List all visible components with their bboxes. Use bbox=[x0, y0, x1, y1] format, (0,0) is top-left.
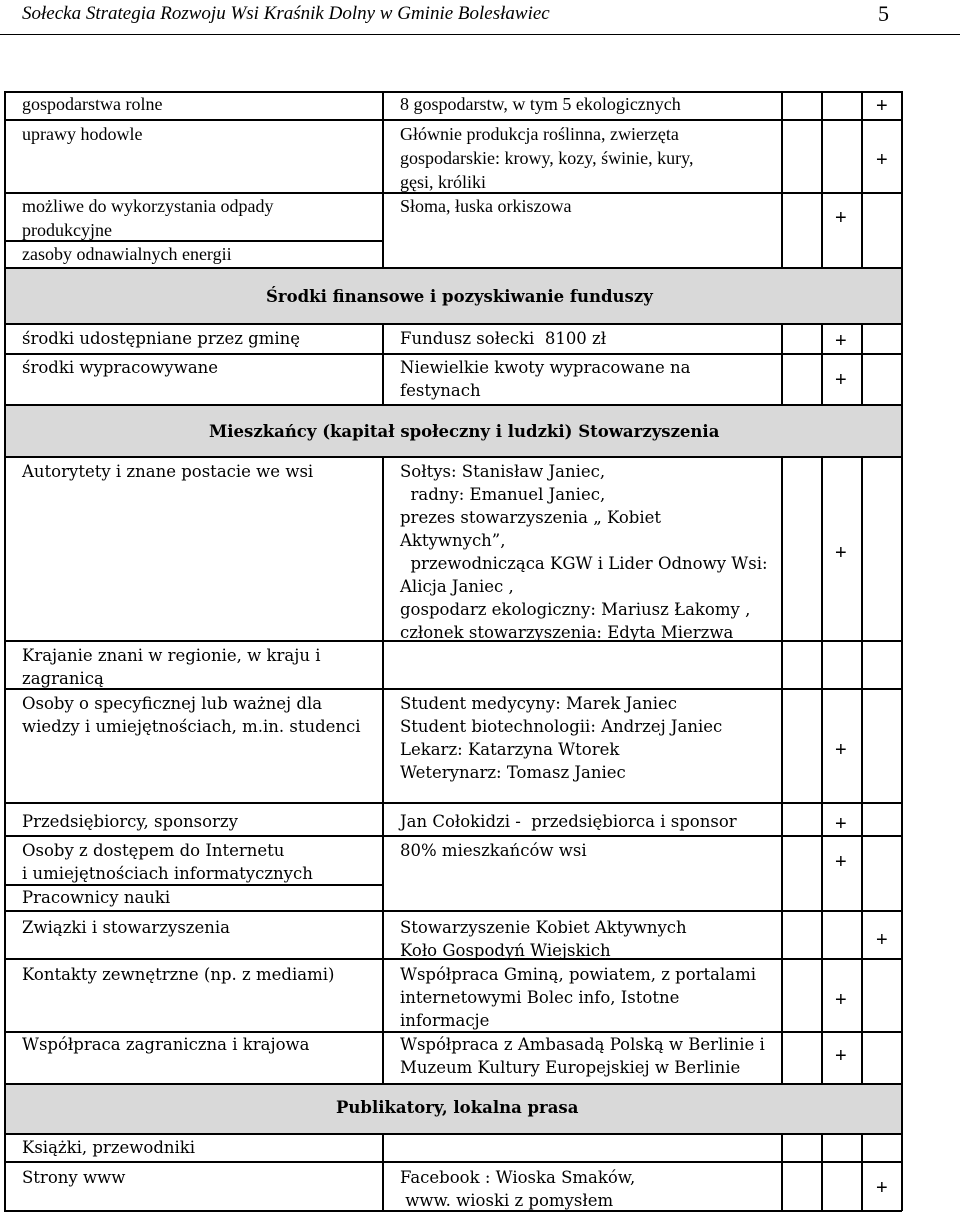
row-value: członek stowarzyszenia: Edyta Mierzwa bbox=[400, 623, 734, 642]
plus-mark: + bbox=[835, 813, 847, 835]
plus-mark: + bbox=[876, 149, 888, 171]
row-value: gospodarskie: krowy, kozy, świnie, kury, bbox=[400, 148, 694, 168]
row-label: Strony www bbox=[22, 1168, 126, 1187]
row-label: zasoby odnawialnych energii bbox=[22, 244, 232, 264]
section-title: Środki finansowe i pozyskiwanie funduszy bbox=[266, 287, 653, 306]
plus-mark: + bbox=[835, 330, 847, 352]
page-number: 5 bbox=[878, 1, 889, 26]
row-value: Niewielkie kwoty wypracowane na bbox=[400, 358, 691, 377]
plus-mark: + bbox=[835, 207, 847, 229]
plus-mark: + bbox=[835, 989, 847, 1011]
row-label: Kontakty zewnętrzne (np. z mediami) bbox=[22, 965, 335, 984]
row-value: prezes stowarzyszenia „ Kobiet bbox=[400, 508, 662, 527]
row-label: Autorytety i znane postacie we wsi bbox=[22, 462, 314, 481]
row-value: Student biotechnologii: Andrzej Janiec bbox=[400, 717, 723, 736]
row-value: Facebook : Wioska Smaków, bbox=[400, 1168, 636, 1187]
row-label: Osoby z dostępem do Internetu bbox=[22, 841, 285, 860]
plus-mark: + bbox=[876, 1177, 888, 1199]
row-label: Książki, przewodniki bbox=[22, 1138, 196, 1157]
row-value: Słoma, łuska orkiszowa bbox=[400, 196, 572, 216]
row-label: wiedzy i umiejętnościach, m.in. studenci bbox=[22, 717, 361, 736]
plus-mark: + bbox=[876, 95, 888, 117]
row-label: uprawy hodowle bbox=[22, 124, 143, 144]
plus-mark: + bbox=[835, 369, 847, 391]
row-value: Jan Cołokidzi - przedsiębiorca i sponsor bbox=[400, 812, 737, 831]
row-value: Głównie produkcja roślinna, zwierzęta bbox=[400, 124, 679, 144]
row-value: Stowarzyszenie Kobiet Aktywnych bbox=[400, 918, 687, 937]
row-value: gęsi, króliki bbox=[400, 172, 486, 192]
plus-mark: + bbox=[835, 739, 847, 761]
header-title: Sołecka Strategia Rozwoju Wsi Kraśnik Dolny w Gminie Bolesławiec bbox=[22, 3, 550, 24]
row-value: gospodarz ekologiczny: Mariusz Łakomy , bbox=[400, 600, 751, 619]
row-label: Przedsiębiorcy, sponsorzy bbox=[22, 812, 238, 831]
section-title: Mieszkańcy (kapitał społeczny i ludzki) Stowarzyszenia bbox=[209, 422, 720, 441]
row-value: 8 gospodarstw, w tym 5 ekologicznych bbox=[400, 94, 681, 114]
plus-mark: + bbox=[835, 851, 847, 873]
row-value: www. wioski z pomysłem bbox=[400, 1191, 614, 1210]
plus-mark: + bbox=[835, 542, 847, 564]
row-value: Lekarz: Katarzyna Wtorek bbox=[400, 740, 620, 759]
row-value: Alicja Janiec , bbox=[400, 577, 514, 596]
row-label: Krajanie znani w regionie, w kraju i bbox=[22, 646, 321, 665]
row-value: informacje bbox=[400, 1011, 490, 1030]
row-label: środki udostępniane przez gminę bbox=[22, 329, 301, 348]
row-value: internetowymi Bolec info, Istotne bbox=[400, 988, 680, 1007]
row-value: Student medycyny: Marek Janiec bbox=[400, 694, 677, 713]
row-value: Koło Gospodyń Wiejskich bbox=[400, 941, 611, 960]
row-label: zagranicą bbox=[22, 669, 104, 688]
row-value: Współpraca Gminą, powiatem, z portalami bbox=[400, 965, 757, 984]
row-value: festynach bbox=[400, 381, 481, 400]
row-value: Fundusz sołecki 8100 zł bbox=[400, 329, 607, 348]
section-title: Publikatory, lokalna prasa bbox=[336, 1098, 579, 1117]
row-label: Osoby o specyficznej lub ważnej dla bbox=[22, 694, 323, 713]
plus-mark: + bbox=[876, 929, 888, 951]
row-value: Muzeum Kultury Europejskiej w Berlinie bbox=[400, 1058, 741, 1077]
row-value: radny: Emanuel Janiec, bbox=[400, 485, 606, 504]
row-label: i umiejętnościach informatycznych bbox=[22, 864, 313, 883]
row-label: Pracownicy nauki bbox=[22, 888, 171, 907]
row-value: Aktywnych”, bbox=[400, 531, 506, 550]
row-label: gospodarstwa rolne bbox=[22, 94, 163, 114]
row-value: Współpraca z Ambasadą Polską w Berlinie i bbox=[400, 1035, 765, 1054]
row-label: produkcyjne bbox=[22, 220, 112, 240]
row-value: przewodnicząca KGW i Lider Odnowy Wsi: bbox=[400, 554, 768, 573]
row-label: możliwe do wykorzystania odpady bbox=[22, 196, 274, 216]
row-value: Weterynarz: Tomasz Janiec bbox=[400, 763, 626, 782]
row-value: Sołtys: Stanisław Janiec, bbox=[400, 462, 606, 481]
row-value: 80% mieszkańców wsi bbox=[400, 841, 587, 860]
row-label: środki wypracowywane bbox=[22, 358, 219, 377]
row-label: Współpraca zagraniczna i krajowa bbox=[22, 1035, 310, 1054]
plus-mark: + bbox=[835, 1045, 847, 1067]
row-label: Związki i stowarzyszenia bbox=[22, 918, 230, 937]
